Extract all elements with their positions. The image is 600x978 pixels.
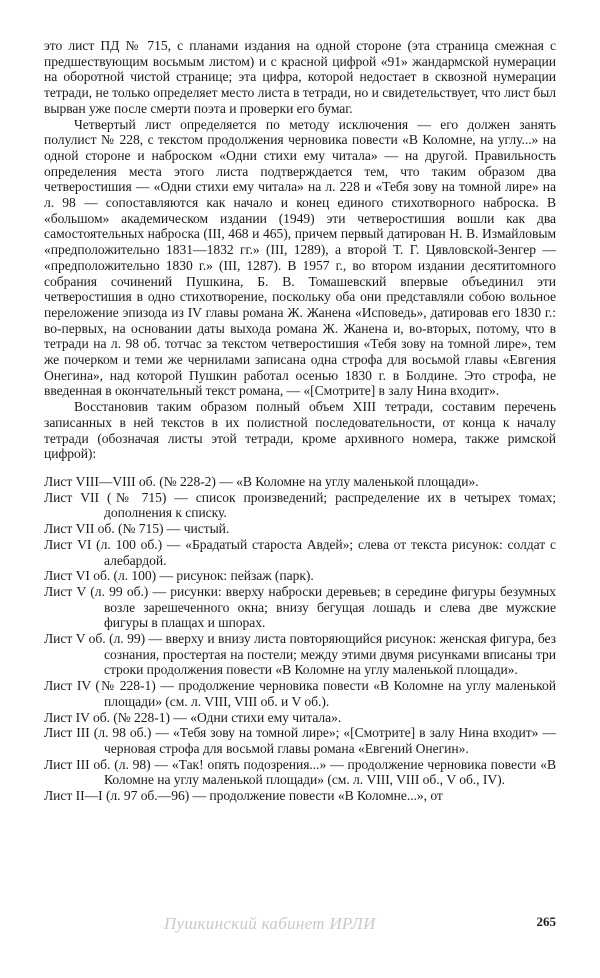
list-item: Лист VI об. (л. 100) — рисунок: пейзаж (парк). bbox=[44, 568, 314, 584]
list-item: Лист IV (№ 228-1) — продолжение черновика повести «В Коломне на углу маленькой площади» (см. л. VIII, VIII об. и V об.). bbox=[44, 678, 556, 709]
sheet-list bbox=[44, 474, 556, 804]
list-item: Лист III (л. 98 об.) — «Тебя зову на томной лире»; «[Смотрите] в залу Нина входит» — черновая строфа для восьмой главы романа «Евгений Онегин». bbox=[44, 725, 556, 756]
section-gap bbox=[44, 462, 556, 474]
list-item: Лист II—I (л. 97 об.—96) — продолжение повести «В Коломне...», от bbox=[44, 788, 443, 804]
list-item: Лист III об. (л. 98) — «Так! опять подозрения...» — продолжение черновика повести «В Коломне на углу маленькой площади» (см. л. VIII, VIII об., V об., IV). bbox=[44, 756, 556, 788]
page-footer bbox=[44, 908, 556, 938]
list-item: Лист V (л. 99 об.) — рисунки: вверху наброски деревьев; в середине фигуры безумных возле зарешеченного окна; внизу бегущая лошадь и слева две мужские фигуры в плащах и шпорах. bbox=[44, 583, 556, 631]
paragraph-2: Четвертый лист определяется по методу исключения — его должен занять полулист № 228, с текстом продолжения черновика повести «В Коломне, на углу...» на одной стороне и наброском «Одни стихи ему читала» — на другой. Правильность определения места этого листа подтверждается тем, что таким образом два четверостишия — «Одни стихи ему читала» на л. 228 и «Тебя зову на томной лире» на л. 98 — сопоставляются как начало и конец единого стихотворного наброска. В «большом» академическом издании (1949) эти четверостишия вошли как два самостоятельных наброска (III, 468 и 465), причем первый датирован Н. В. Измайловым «предположительно 1831—1832 гг.» (III, 1289), а второй Т. Г. Цявловской-Зенгер — «предположительно 1830 г.» (III, 1287). В 1957 г., во втором издании десятитомного собрания сочинений Пушкина, Б. В. Томашевский впервые объединил эти четверостишия в одно стихотворение, поскольку оба они представляли собою вольное переложение эпизода из IV главы романа Ж. Жанена «Исповедь», датировав его 1830 г.: во-первых, на основании даты выхода романа Ж. Жанена и, во-вторых, потому, что в тетради на л. 98 об. тотчас за текстом четверостишия «Тебя зову на томной лире», тем же почерком и теми же чернилами записана одна строфа для восьмой главы «Евгения Онегина», над которой Пушкин работал осенью 1830 г. в Болдине. Это строфа, не введенная в окончательный текст романа, — «[Смотрите] в залу Нина входит». bbox=[44, 116, 556, 399]
page-number: 265 bbox=[536, 914, 556, 929]
list-item: Лист V об. (л. 99) — вверху и внизу листа повторяющийся рисунок: женская фигура, без сознания, простертая на постели; между этими двумя рисунками вписаны три строки продолжения повести «В Коломне на углу маленькой площади». bbox=[44, 631, 556, 678]
list-item: Лист VII (№ 715) — список произведений; распределение их в четырех томах; дополнения к списку. bbox=[44, 489, 556, 521]
paragraph-1: это лист ПД № 715, с планами издания на одной стороне (эта страница смежная с предшествующим восьмым листом) и с красной цифрой «91» жандармской нумерации на оборотной чистой странице; эта цифра, которой недостает в сквозной нумерации тетради, не только определяет место листа в тетради, но и свидетельствует, что лист был вырван уже после смерти поэта и проверки его бумаг. bbox=[44, 38, 556, 116]
list-item: Лист VIII—VIII об. (№ 228-2) — «В Коломне на углу маленькой площади». bbox=[44, 473, 479, 489]
watermark: Пушкинский кабинет ИРЛИ bbox=[164, 914, 376, 933]
paragraph-3: Восстановив таким образом полный объем XIII тетради, составим перечень записанных в ней текстов в их полистной последовательности, от конца к началу тетради (обозначая листы этой тетради, кроме архивного номера, также римской цифрой): bbox=[44, 399, 556, 462]
list-item: Лист VII об. (№ 715) — чистый. bbox=[44, 521, 230, 537]
page-text bbox=[44, 38, 556, 804]
list-item: Лист IV об. (№ 228-1) — «Одни стихи ему читала». bbox=[44, 709, 342, 725]
list-item: Лист VI (л. 100 об.) — «Брадатый староста Авдей»; слева от текста рисунок: солдат с алебардой. bbox=[44, 536, 556, 568]
